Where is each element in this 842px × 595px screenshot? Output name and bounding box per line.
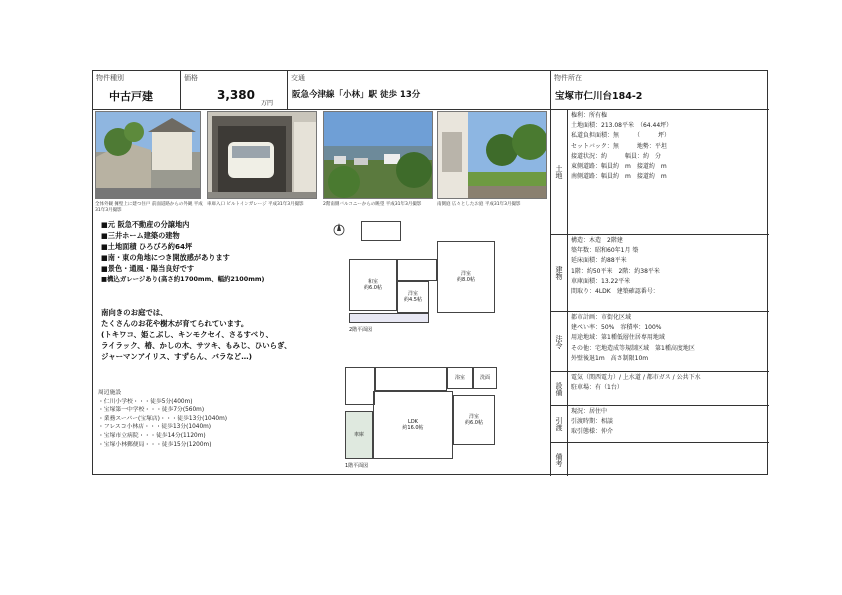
access-value: 阪急今津線「小林」駅 徒歩 13分 [292,90,421,100]
photo-garden-image [438,112,547,199]
access-label: 交通 [291,74,305,82]
room-stairs [397,259,437,281]
room-storage [361,221,401,241]
price-unit: 万円 [261,100,274,107]
photo-exterior-caption: 全体外観 擁壁上に建つ住戸 前面道路からの外観 平成31年3月撮影 [95,202,203,213]
side-label-notes: 備考 [551,443,568,476]
property-sheet [92,70,768,475]
room-balcony [349,313,429,323]
photo-garden-caption: 南側庭 広々としたお庭 平成31年3月撮影 [437,202,521,207]
room-hall [375,367,447,391]
section-handover: 現況：居住中 引渡時期：相談 取引態様：仲介 [568,406,769,443]
access-cell [288,71,551,110]
side-label-law: 法令 [551,312,568,372]
nearby-title: 周辺施設 [98,390,122,396]
feature-1: ■元 阪急不動産の分譲地内 [101,220,190,229]
nearby-facilities [98,389,318,449]
pr-line-1: 南向きのお庭では、 [101,308,168,317]
photo-view [323,111,433,199]
side-label-handover: 引渡 [551,406,568,443]
room-western-1: 洋室 約6.0帖 [453,395,495,445]
feature-3: ■土地面積 ひろびろ約64坪 [101,242,193,251]
photo-garden [437,111,547,199]
photo-garage-image [208,112,317,199]
side-label-building: 建物 [551,235,568,312]
nearby-item: ・仁川小学校・・・徒歩5分(400m) [98,398,193,405]
section-land: 権利：所有権 土地面積：213.08平米 （64.44坪） 私道負担面積：無 （ 坪） セットバック：無 地勢：平坦 接道状況：約 幅員：約 分 東側道路：幅員約 m 接道約 m 南側道路：幅員約 m 接道約 m [568,110,769,235]
type-value: 中古戸建 [109,90,153,103]
nearby-item: ・フレスコ小林店・・・徒歩13分(1040m) [98,424,212,431]
section-notes [568,443,769,476]
pr-line-5: ジャーマンアイリス、すずらん、バラなど…) [101,352,252,361]
photo-exterior [95,111,201,199]
pr-line-2: たくさんのお花や樹木が育てられています。 [101,319,249,328]
type-cell [93,71,181,110]
nearby-item: ・宝塚市立病院・・・徒歩14分(1120m) [98,432,206,439]
room-bath: 浴室 [447,367,473,389]
room-wash: 洗面 [473,367,497,389]
photo-exterior-image [96,112,201,199]
location-value: 宝塚市仁川台184-2 [555,91,643,102]
photo-view-caption: 2階南側バルコニーからの眺望 平成31年3月撮影 [323,202,422,207]
nearby-item: ・宝塚第一中学校・・・徒歩7分(560m) [98,407,205,414]
section-law: 都市計画：市街化区域 建ぺい率：50% 容積率：100% 用途地域：第1種低層住居専用地域 その他：宅地造成等規制区域 第1種高度地区 外壁後退1m 高さ制限10m [568,312,769,372]
photo-garage [207,111,317,199]
north-arrow-icon [333,221,345,235]
side-label-utility: 設備 [551,372,568,406]
section-utility: 電気（関西電力）/ 上水道 / 都市ガス / 公共下水 駐車場：有（1台） [568,372,769,406]
price-label: 価格 [184,74,198,82]
photo-garage-caption: 車庫入口 ビルトインガレージ 平成31年3月撮影 [207,202,304,207]
floor-plan-2f [349,219,499,334]
room-entrance [345,367,375,405]
price-cell [181,71,288,110]
type-label: 物件種別 [96,74,124,82]
nearby-item: ・業務スーパー(宝塚店)・・・徒歩13分(1040m) [98,415,227,422]
location-cell [551,71,769,110]
side-label-land: 土地 [551,110,568,235]
room-garage: 車庫 [345,411,373,459]
room-ldk: LDK 約16.0帖 [373,391,453,459]
floor-1-label: 1階平面図 [345,463,369,469]
room-japanese: 和室 約6.0帖 [349,259,397,311]
room-western-3: 洋室 約8.0帖 [437,241,495,313]
feature-5: ■景色・通風・陽当良好です [101,264,195,273]
pr-line-3: (トキワコ、姫こぶし、キンモクセイ、さるすべり、 [101,330,273,339]
location-label: 物件所在 [554,74,582,82]
section-building: 構造：木造 2階建 築年数：昭和60年1月 築 延床面積：約88平米 1階：約50平米 2階：約38平米 車庫面積：13.22平米 間取り：4LDK 建築確認番号： [568,235,769,312]
photo-view-image [324,112,433,199]
floor-2-label: 2階平面図 [349,327,373,333]
price-value: 3,380 [217,88,255,102]
room-western-2: 洋室 約4.5帖 [397,281,429,313]
floor-plan-1f [345,365,499,473]
feature-6: ■構込ガレージあり(高さ約1700mm、幅約2100mm) [101,275,265,283]
pr-line-4: ライラック、椿、かしの木、サツキ、もみじ、ひいらぎ、 [101,341,292,350]
feature-4: ■南・東の角地につき開放感があります [101,253,230,262]
feature-2: ■三井ホーム建築の建物 [101,231,180,240]
pr-text [101,307,316,362]
nearby-item: ・宝塚小林郵便局・・・徒歩15分(1200m) [98,441,212,448]
